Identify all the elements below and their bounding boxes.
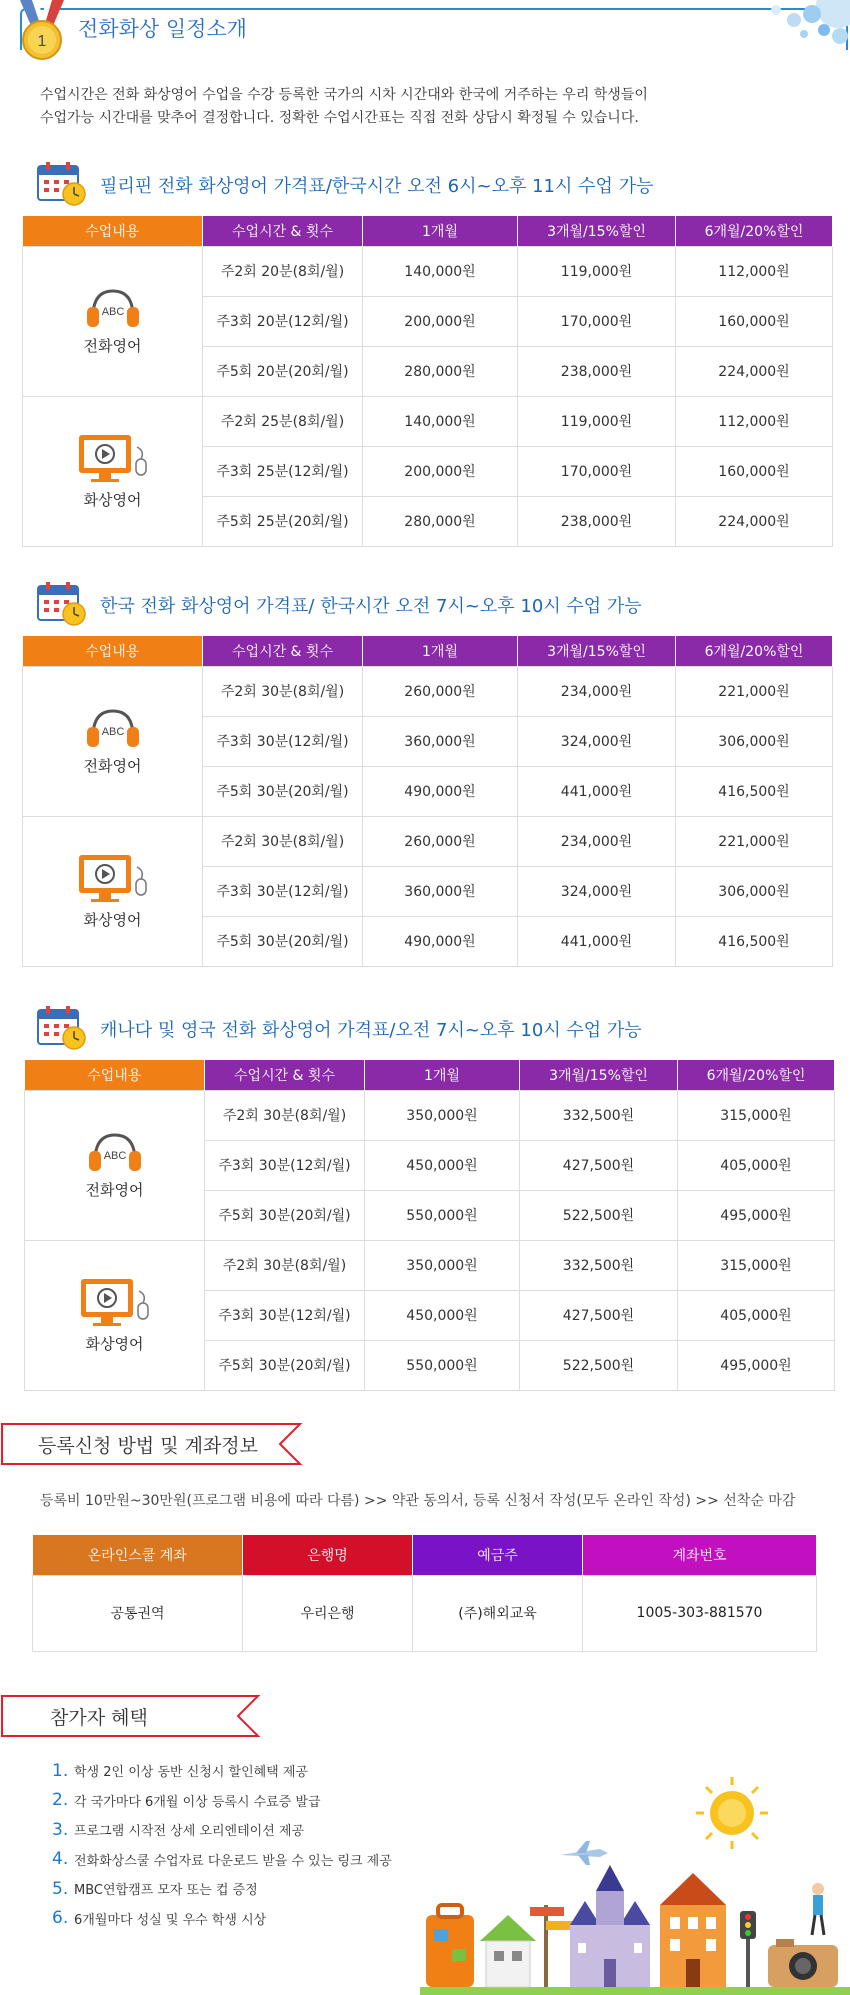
account-holder: (주)해외교육 [413,1575,583,1651]
calendar-clock-icon [36,160,88,206]
page-header [0,0,850,62]
price-cell: 306,000원 [676,866,833,916]
schedule-cell: 주3회 25분(12회/월) [203,446,363,496]
list-item: 4. 전화화상스쿨 수업자료 다운로드 받을 수 있는 링크 제공 [52,1849,392,1870]
price-cell: 224,000원 [676,496,833,546]
price-cell: 490,000원 [363,766,518,816]
price-cell: 260,000원 [363,816,518,866]
price-cell: 550,000원 [365,1190,520,1240]
headset-icon [83,1131,147,1175]
table-header: 6개월/20%할인 [678,1060,835,1090]
table-header: 수업시간 & 횟수 [205,1060,365,1090]
table-row [23,666,833,716]
monitor-icon [75,433,151,485]
camera-icon [768,1939,838,1987]
price-cell: 495,000원 [678,1190,835,1240]
price-cell: 238,000원 [518,496,676,546]
table-header: 수업내용 [23,636,203,666]
account-number: 1005-303-881570 [583,1575,817,1651]
price-cell: 360,000원 [363,716,518,766]
schedule-cell: 주5회 30분(20회/월) [205,1340,365,1390]
price-cell: 490,000원 [363,916,518,966]
sun-icon [696,1777,768,1849]
schedule-cell: 주2회 30분(8회/월) [205,1090,365,1140]
table-header: 3개월/15%할인 [518,636,676,666]
svg-text:1: 1 [37,33,47,50]
schedule-cell: 주3회 30분(12회/월) [205,1140,365,1190]
registration-title: 등록신청 방법 및 계좌정보 [38,1435,259,1457]
calendar-clock-icon [36,580,88,626]
signpost-icon [530,1905,576,1987]
account-region: 공통권역 [33,1575,243,1651]
schedule-cell: 주3회 30분(12회/월) [203,716,363,766]
price-cell: 170,000원 [518,446,676,496]
table-row [25,1090,835,1140]
schedule-cell: 주2회 25분(8회/월) [203,396,363,446]
price-cell: 200,000원 [363,296,518,346]
list-item: 6. 6개월마다 성실 및 우수 학생 시상 [52,1908,267,1929]
price-cell: 427,500원 [520,1140,678,1190]
price-cell: 234,000원 [518,666,676,716]
town-illustration [420,1755,850,1995]
schedule-cell: 주2회 20분(8회/월) [203,246,363,296]
table-header: 6개월/20%할인 [676,216,833,246]
price-cell: 315,000원 [678,1090,835,1140]
svg-text:ABC: ABC [103,1149,126,1162]
category-cell [25,1240,205,1390]
table-row [25,1240,835,1290]
calendar-clock-icon [36,1004,88,1050]
price-table [22,216,833,547]
price-cell: 234,000원 [518,816,676,866]
price-cell: 360,000원 [363,866,518,916]
price-cell: 450,000원 [365,1140,520,1190]
price-cell: 140,000원 [363,396,518,446]
price-cell: 119,000원 [518,246,676,296]
schedule-cell: 주2회 30분(8회/월) [203,816,363,866]
schedule-cell: 주5회 30분(20회/월) [203,766,363,816]
price-cell: 221,000원 [676,816,833,866]
price-cell: 495,000원 [678,1340,835,1390]
price-cell: 522,500원 [520,1190,678,1240]
category-label: 전화영어 [83,756,142,775]
table-header: 1개월 [363,636,518,666]
price-cell: 405,000원 [678,1140,835,1190]
schedule-cell: 주3회 30분(12회/월) [205,1290,365,1340]
price-cell: 315,000원 [678,1240,835,1290]
category-label: 화상영어 [85,1334,144,1353]
account-header: 예금주 [413,1535,583,1575]
price-cell: 238,000원 [518,346,676,396]
price-cell: 324,000원 [518,866,676,916]
category-cell [23,666,203,816]
table-header: 3개월/15%할인 [518,216,676,246]
registration-description: 등록비 10만원~30만원(프로그램 비용에 따라 다름) >> 약관 동의서, 등록 신청서 작성(모두 온라인 작성) >> 선착순 마감 [40,1493,796,1509]
price-table [22,636,833,967]
schedule-cell: 주3회 30분(12회/월) [203,866,363,916]
traffic-light-icon [740,1911,756,1987]
category-cell [25,1090,205,1240]
table-header: 수업내용 [25,1060,205,1090]
table-header: 수업시간 & 횟수 [203,636,363,666]
price-cell: 112,000원 [676,396,833,446]
price-cell: 170,000원 [518,296,676,346]
schedule-cell: 주5회 30분(20회/월) [203,916,363,966]
price-cell: 280,000원 [363,346,518,396]
category-label: 전화영어 [83,336,142,355]
price-cell: 112,000원 [676,246,833,296]
table-row [23,816,833,866]
account-bank: 우리은행 [243,1575,413,1651]
price-cell: 550,000원 [365,1340,520,1390]
benefits-title: 참가자 혜택 [50,1707,148,1729]
table-header: 수업시간 & 횟수 [203,216,363,246]
table-header: 1개월 [363,216,518,246]
page-title: 전화화상 일정소개 [78,17,247,41]
price-cell: 306,000원 [676,716,833,766]
account-header: 계좌번호 [583,1535,817,1575]
table-header: 3개월/15%할인 [520,1060,678,1090]
category-cell [23,816,203,966]
list-item: 5. MBC연합캠프 모자 또는 컵 증정 [52,1878,258,1899]
price-cell: 224,000원 [676,346,833,396]
schedule-cell: 주2회 30분(8회/월) [205,1240,365,1290]
list-item: 2. 각 국가마다 6개월 이상 등록시 수료증 발급 [52,1790,321,1811]
person-icon [812,1883,824,1935]
bubbles-decoration [720,0,850,50]
schedule-cell: 주5회 30분(20회/월) [205,1190,365,1240]
monitor-icon [77,1277,153,1329]
schedule-cell: 주2회 30분(8회/월) [203,666,363,716]
price-cell: 405,000원 [678,1290,835,1340]
schedule-cell: 주5회 25분(20회/월) [203,496,363,546]
account-table [32,1535,817,1652]
price-cell: 280,000원 [363,496,518,546]
building-icon [660,1873,726,1987]
castle-icon [570,1865,650,1987]
account-header: 온라인스쿨 계좌 [33,1535,243,1575]
benefits-list [52,1756,392,1933]
headset-icon [81,287,145,331]
monitor-icon [75,853,151,905]
price-table [24,1060,835,1391]
table-row [23,246,833,296]
list-item: 3. 프로그램 시작전 상세 오리엔테이션 제공 [52,1819,305,1840]
price-cell: 200,000원 [363,446,518,496]
table-header: 1개월 [365,1060,520,1090]
medal-icon [14,0,70,62]
category-label: 화상영어 [83,910,142,929]
price-cell: 350,000원 [365,1090,520,1140]
table-row [23,396,833,446]
price-cell: 441,000원 [518,766,676,816]
table-header: 6개월/20%할인 [676,636,833,666]
category-label: 화상영어 [83,490,142,509]
price-cell: 260,000원 [363,666,518,716]
category-label: 전화영어 [85,1180,144,1199]
price-cell: 221,000원 [676,666,833,716]
price-cell: 160,000원 [676,446,833,496]
price-cell: 140,000원 [363,246,518,296]
intro-text: 수업시간은 전화 화상영어 수업을 수강 등록한 국가의 시차 시간대와 한국에 거주하는 우리 학생들이 수업가능 시간대를 맞추어 결정합니다. 정확한 수업시간표는 직접 전화 상담시 확정될 수 있습니다. [40,87,648,126]
price-cell: 450,000원 [365,1290,520,1340]
price-cell: 522,500원 [520,1340,678,1390]
list-item: 1. 학생 2인 이상 동반 신청시 할인혜택 제공 [52,1760,308,1781]
airplane-icon [560,1841,608,1865]
schedule-cell: 주5회 20분(20회/월) [203,346,363,396]
suitcase-icon [426,1905,474,1987]
price-cell: 416,500원 [676,916,833,966]
price-cell: 427,500원 [520,1290,678,1340]
price-cell: 416,500원 [676,766,833,816]
price-cell: 160,000원 [676,296,833,346]
category-cell [23,396,203,546]
svg-text:ABC: ABC [101,725,124,738]
headset-icon [81,707,145,751]
price-cell: 350,000원 [365,1240,520,1290]
price-cell: 441,000원 [518,916,676,966]
price-cell: 332,500원 [520,1090,678,1140]
house-icon [480,1915,536,1987]
table-header: 수업내용 [23,216,203,246]
price-cell: 324,000원 [518,716,676,766]
account-header: 은행명 [243,1535,413,1575]
svg-text:ABC: ABC [101,305,124,318]
price-cell: 332,500원 [520,1240,678,1290]
schedule-cell: 주3회 20분(12회/월) [203,296,363,346]
category-cell [23,246,203,396]
price-cell: 119,000원 [518,396,676,446]
